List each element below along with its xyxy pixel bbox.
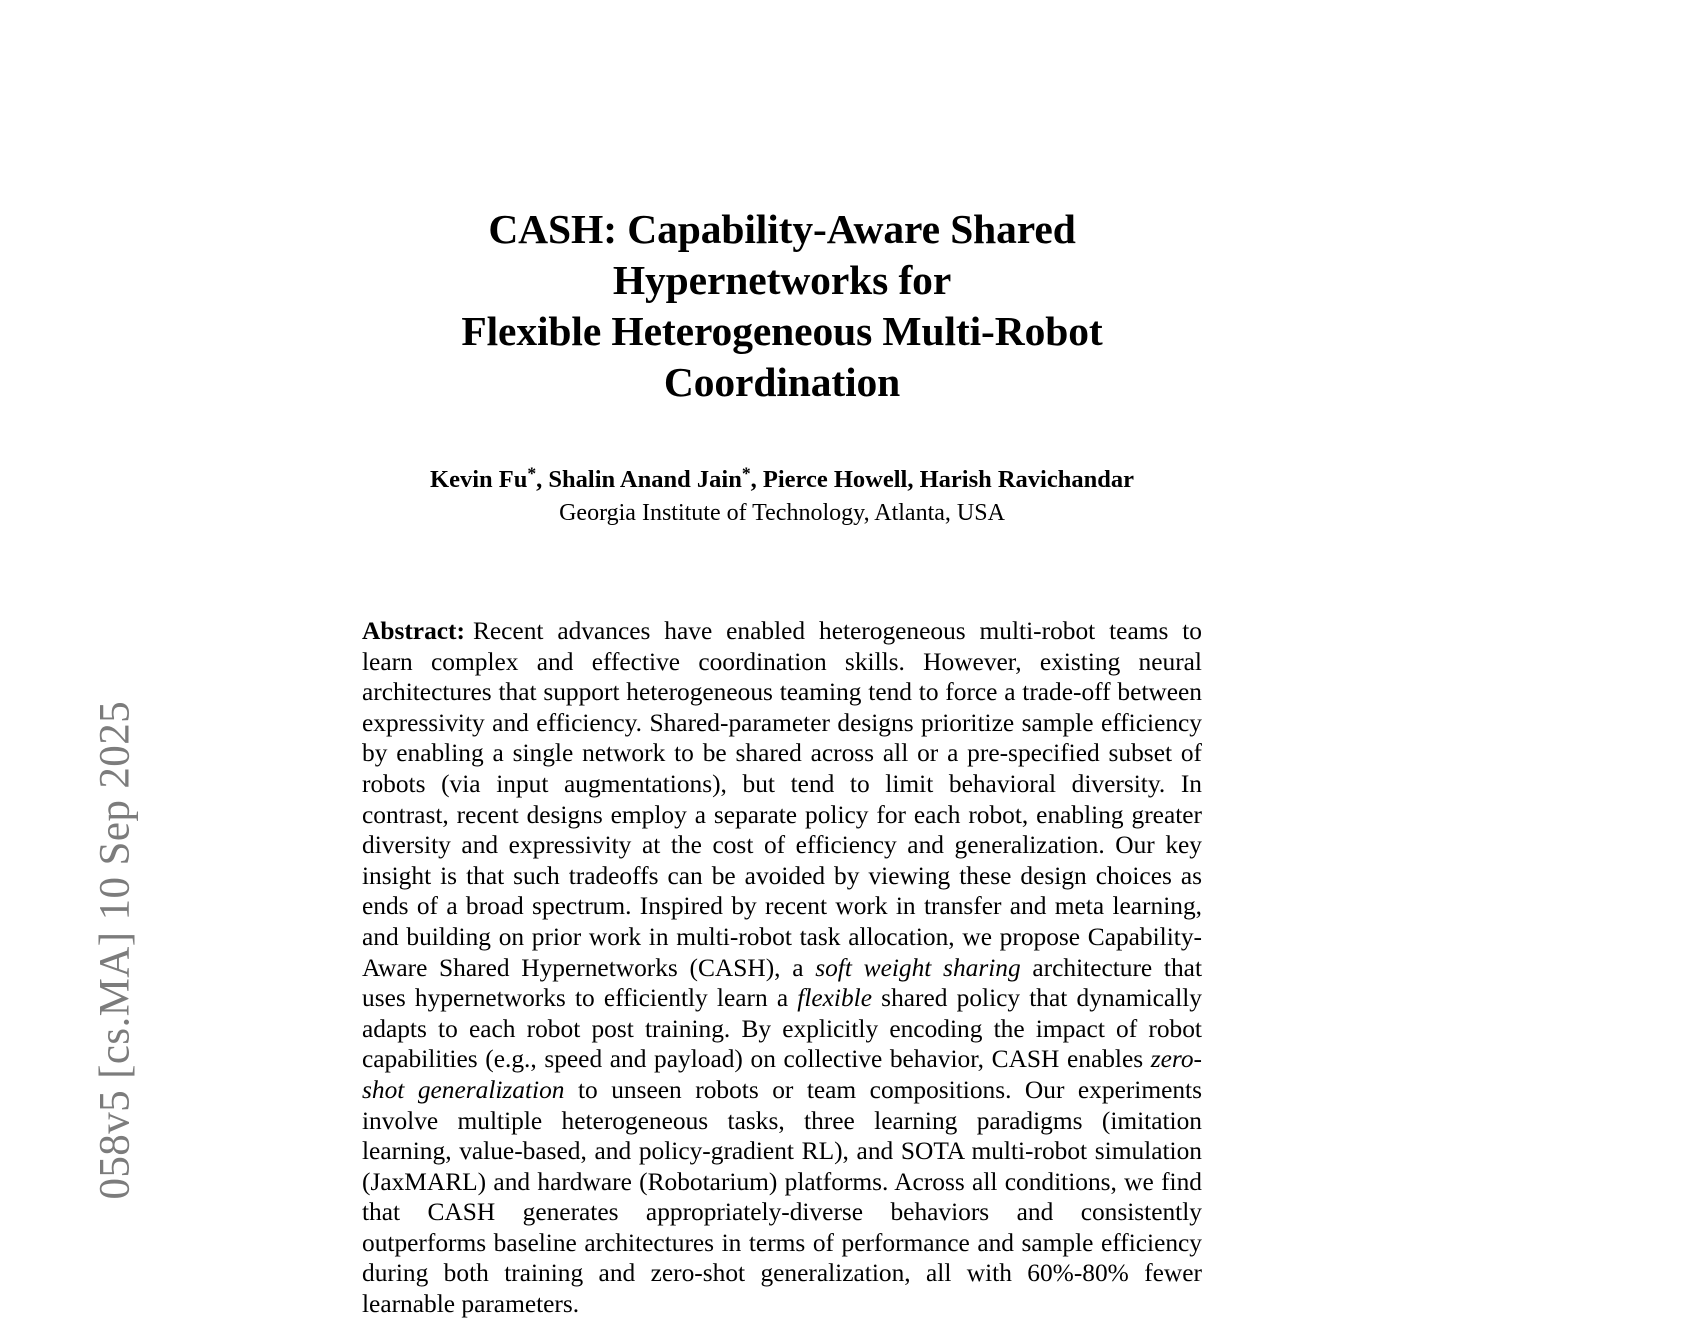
- arxiv-identifier-stamp: 058v5 [cs.MA] 10 Sep 2025: [91, 701, 139, 1200]
- author-footnote-marker-1: *: [527, 463, 537, 484]
- abstract-text-part-3: shared policy that dynamically adapts to each robot post training. By explicitly encoding the impact of robot capabilities (e.g., speed and payload) on collective behavior, CASH enables: [362, 984, 1203, 1074]
- author-footnote-marker-2: *: [741, 463, 751, 484]
- abstract-emphasis-zero-shot-generalization: zero-shot generalization: [362, 1045, 1202, 1104]
- abstract-emphasis-soft-weight-sharing: soft weight sharing: [815, 953, 1021, 982]
- author-kevin-fu: Kevin Fu: [430, 466, 528, 493]
- abstract-text-part-4: to unseen robots or team compositions. Our experiments involve multiple heterogeneous tasks, three learning paradigms (imitation learning, value-based, and policy-gradient RL), and SOTA multi-robot simulation (JaxMARL) and hardware (Robotarium) platforms. Across all conditions, we find that CASH generates appropriately-diverse behaviors and consistently outperforms baseline architectures in terms of performance and sample efficiency during both training and zero-shot generalization, all with 60%-80% fewer learnable parameters.: [362, 1075, 1202, 1319]
- page-content-column: [362, 0, 1202, 1320]
- author-list: [362, 408, 1202, 495]
- paper-title-line-1: CASH: Capability-Aware Shared Hypernetworks for: [488, 206, 1076, 303]
- author-affiliation: Georgia Institute of Technology, Atlanta, USA: [559, 500, 1005, 526]
- abstract-emphasis-flexible: flexible: [797, 984, 873, 1013]
- abstract-text-part-1: Recent advances have enabled heterogeneous multi-robot teams to learn complex and effective coordination skills. However, existing neural architectures that support heterogeneous teaming tend to force a trade-off between expressivity and efficiency. Shared-parameter designs prioritize sample efficiency by enabling a single network to be shared across all or a pre-specified subset of robots (via input augmentations), but tend to limit behavioral diversity. In contrast, recent designs employ a separate policy for each robot, enabling greater diversity and expressivity at the cost of efficiency and generalization. Our key insight is that such tradeoffs can be avoided by viewing these design choices as ends of a broad spectrum. Inspired by recent work in transfer and meta learning, and building on prior work in multi-robot task allocation, we propose Capability-Aware Shared Hypernetworks (CASH), a: [362, 617, 1202, 982]
- abstract-label: Abstract:: [362, 617, 465, 645]
- author-shalin-anand-jain: Shalin Anand Jain: [548, 466, 742, 493]
- author-separator-2: ,: [750, 466, 763, 493]
- paper-title: [362, 0, 1202, 408]
- author-remaining: Pierce Howell, Harish Ravichandar: [762, 466, 1134, 493]
- author-separator-1: ,: [536, 466, 549, 493]
- abstract-paragraph: [362, 528, 1202, 1320]
- paper-title-line-2: Flexible Heterogeneous Multi-Robot Coordination: [461, 308, 1103, 405]
- abstract-text-part-2: architecture that uses hypernetworks to efficiently learn a: [362, 953, 1202, 1013]
